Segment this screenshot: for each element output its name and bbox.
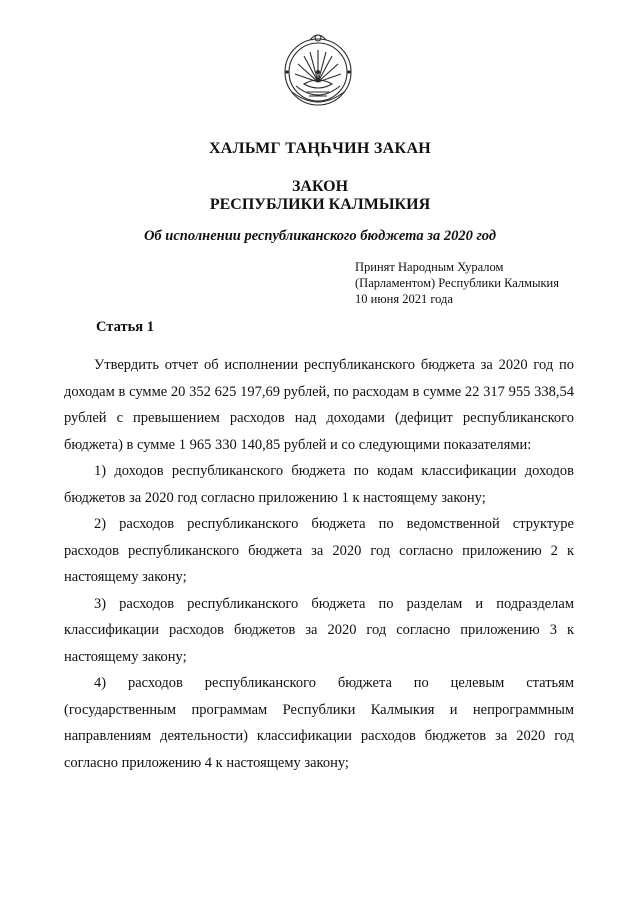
article-body (64, 352, 574, 776)
article-intro: Утвердить отчет об исполнении республиканского бюджета за 2020 год по доходам в сумме 20 352 625 197,69 рублей, по расходам в сумме 22 317 955 338,54 рублей с превышением расходов над доходами (дефицит республиканского бюджета) в сумме 1 965 330 140,85 рублей и со следующими показателями: (64, 357, 574, 453)
article-item-1: 1) доходов республиканского бюджета по кодам классификации доходов бюджетов за 2020 год согласно приложению 1 к настоящему закону; (64, 463, 574, 506)
adoption-note (355, 259, 559, 307)
article-item-2: 2) расходов республиканского бюджета по ведомственной структуре расходов республиканского бюджета за 2020 год согласно приложению 2 к настоящему закону; (64, 516, 574, 585)
adoption-note-line-3: 10 июня 2021 года (355, 292, 453, 306)
article-item-3: 3) расходов республиканского бюджета по разделам и подразделам классификации расходов бюджетов за 2020 год согласно приложению 3 к настоящему закону; (64, 595, 574, 665)
coat-of-arms-emblem-icon (282, 26, 354, 114)
law-subject: Об исполнении республиканского бюджета за 2020 год (143, 228, 497, 244)
adoption-note-line-1: Принят Народным Хуралом (355, 260, 504, 274)
law-title-kalmyk: ХАЛЬМГ ТАҢҺЧИН ЗАКАН (208, 140, 432, 157)
article-heading: Статья 1 (96, 319, 154, 335)
law-title (0, 178, 640, 214)
law-title-line-1: ЗАКОН (291, 178, 349, 195)
article-item-4: 4) расходов республиканского бюджета по целевым статьям (государственным программам Республики Калмыкия и непрограммным направлениям деятельности) классификации расходов бюджетов за 2020 год согласно приложению 4 к настоящему закону; (64, 675, 574, 771)
adoption-note-line-2: (Парламентом) Республики Калмыкия (355, 276, 559, 290)
law-title-line-2: РЕСПУБЛИКИ КАЛМЫКИЯ (209, 196, 431, 213)
